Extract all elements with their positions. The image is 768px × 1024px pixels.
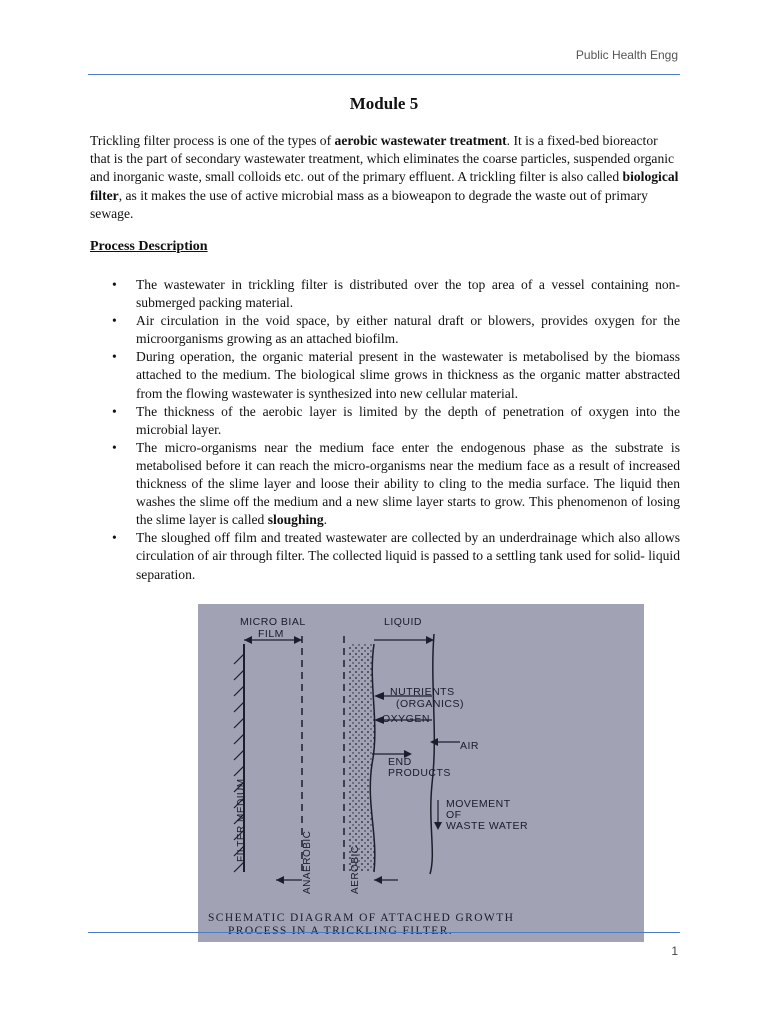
bullet-item: • The wastewater in trickling filter is distributed over the top area of a vessel containing non-submerged packing material. [90, 276, 680, 312]
running-header: Public Health Engg [575, 48, 678, 62]
trickling-filter-diagram [198, 604, 644, 942]
liquid-film-boundary [430, 634, 434, 874]
page-title: Module 5 [349, 94, 419, 113]
label-microbial-film-2: FILM [258, 628, 284, 640]
caption-line-1: SCHEMATIC DIAGRAM OF ATTACHED GROWTH [208, 912, 515, 924]
intro-text-1: Trickling filter process is one of the types of [90, 133, 335, 148]
intro-bold-aerobic: aerobic wastewater treatment [334, 133, 507, 148]
caption-line-2: PROCESS IN A TRICKLING FILTER. [228, 925, 454, 937]
arrow-head [374, 876, 382, 884]
intro-paragraph [90, 132, 680, 223]
label-microbial-film-1: MICRO BIAL [240, 616, 306, 628]
arrow-head [244, 636, 252, 644]
bullet-item: • During operation, the organic material present in the wastewater is metabolised by the biomass attached to the medium. The biological slime grows in thickness as the organic matter abstracted from the flowing wastewater is synthesized into new cellular material. [90, 348, 680, 402]
arrow-head [276, 876, 284, 884]
label-movement-1: MOVEMENT [446, 798, 511, 810]
section-heading: Process Description [90, 239, 208, 254]
intro-bold-biological-filter: biological filter [90, 169, 679, 203]
arrow-head [294, 636, 302, 644]
bullet-text: The micro-organisms near the medium face enter the endogenous phase as the substrate is metabolised before it can reach the micro-organisms near the medium face as a result of increased thickness of the slime layer and loose their ability to cling to the media surface. The liquid then washes the slime off the medium and a new slime layer starts to grow. This phenomenon of losing the slime layer is called [136, 439, 680, 528]
label-air: AIR [460, 740, 480, 752]
label-liquid: LIQUID [384, 616, 423, 628]
nutrients-arrow-head [374, 692, 384, 700]
bullet-list [90, 276, 680, 584]
label-end-products-2: PRODUCTS [388, 767, 451, 779]
movement-arrow-head [434, 822, 442, 830]
label-movement-2: OF [446, 809, 462, 821]
footer-rule [88, 932, 680, 933]
bullet-item: • The sloughed off film and treated wastewater are collected by an underdrainage which also allows circulation of air through filter. The collected liquid is passed to a settling tank used for solid- liquid separation. [90, 529, 680, 583]
label-aerobic: AEROBIC [350, 845, 361, 894]
slime-layer [348, 644, 375, 872]
bullet-item: • The thickness of the aerobic layer is limited by the depth of penetration of oxygen into the microbial layer. [90, 403, 680, 439]
figure-caption [208, 912, 628, 938]
intro-text-2: . It is a fixed-bed bioreactor that is the part of secondary wastewater treatment, which eliminates the coarse particles, suspended organic and inorganic waste, small colloids etc. out of the primary effluent. A trickling filter is also called [90, 133, 675, 185]
label-filter-medium: FILTER MEDIUM [236, 778, 247, 862]
bullet-text-end: . [323, 512, 328, 528]
label-oxygen: OXYGEN [382, 713, 430, 725]
page-number: 1 [671, 944, 678, 958]
label-nutrients-1: NUTRIENTS [390, 686, 455, 698]
label-anaerobic: ANAEROBIC [302, 830, 313, 894]
intro-text-3: , as it makes the use of active microbial mass as a bioweapon to degrade the waste out of primary sewage. [90, 187, 648, 221]
header-rule [88, 74, 680, 75]
label-nutrients-2: (ORGANICS) [396, 698, 464, 710]
bullet-bold-sloughing: sloughing [267, 512, 324, 528]
label-movement-3: WASTE WATER [446, 820, 529, 832]
label-end-products-1: END [388, 756, 412, 768]
bullet-item: • Air circulation in the void space, by either natural draft or blowers, provides oxygen for the microorganisms growing as an attached biofilm. [90, 312, 680, 348]
bullet-item [90, 439, 680, 529]
